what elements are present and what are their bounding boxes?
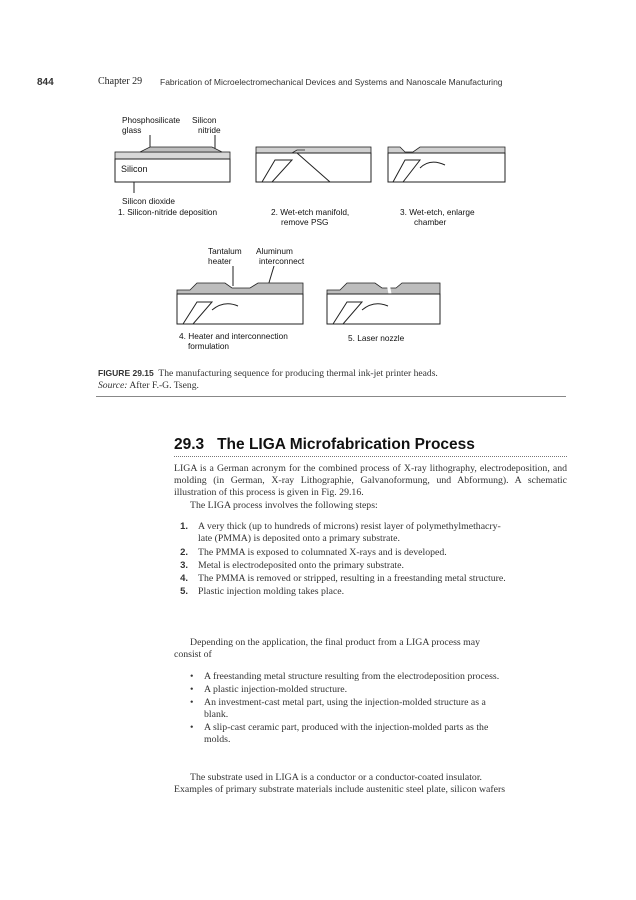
step-text-cont: late (PMMA) is deposited onto a primary substrate. xyxy=(198,533,400,544)
label-nitride-1: Silicon xyxy=(192,115,217,125)
running-title: Fabrication of Microelectromechanical Devices and Systems and Nanoscale Manufacturing xyxy=(160,77,503,87)
list-item xyxy=(176,586,571,599)
step-number: 5. xyxy=(180,586,188,597)
bullet-text: A freestanding metal structure resulting from the electrodeposition process. xyxy=(204,671,500,682)
section-heading xyxy=(174,436,475,454)
label-psg-1: Phosphosilicate xyxy=(122,115,181,125)
label-aluminum-2: interconnect xyxy=(259,256,305,266)
step-2-label-line2: remove PSG xyxy=(281,217,329,227)
figure-caption-text: The manufacturing sequence for producing thermal ink-jet printer heads. xyxy=(158,368,438,379)
figure-source-label: Source: xyxy=(98,380,128,391)
bullet-list xyxy=(190,671,570,747)
bullet-text: A slip-cast ceramic part, produced with the injection-molded parts as the xyxy=(204,722,489,733)
figure-caption xyxy=(98,367,438,380)
label-aluminum-1: Aluminum xyxy=(256,246,293,256)
list-item xyxy=(176,521,571,547)
label-tantalum-1: Tantalum xyxy=(208,246,242,256)
section-rule xyxy=(174,456,567,457)
steps-list xyxy=(176,521,571,599)
step-3-label-line1: 3. Wet-etch, enlarge xyxy=(400,207,475,217)
list-item xyxy=(176,547,571,560)
bullet-text-cont: molds. xyxy=(204,734,231,745)
bullet-dot: • xyxy=(190,684,194,695)
figure-caption-label: FIGURE 29.15 xyxy=(98,368,154,378)
closing-line2: Examples of primary substrate materials include austenitic steel plate, silicon wafers xyxy=(174,784,506,795)
label-silicon: Silicon xyxy=(121,164,148,174)
step-4-label-line2: formulation xyxy=(188,341,230,351)
figure-source xyxy=(98,380,199,392)
bullet-text: An investment-cast metal part, using the injection-molded structure as a xyxy=(204,697,486,708)
list-item xyxy=(190,697,570,722)
step-4-label-line1: 4. Heater and interconnection xyxy=(179,331,288,341)
figure-29-15 xyxy=(0,0,636,420)
bullet-text-cont: blank. xyxy=(204,709,229,720)
figure-rule xyxy=(96,396,566,397)
bullet-dot: • xyxy=(190,671,194,682)
list-item xyxy=(176,573,571,586)
step-2-label-line1: 2. Wet-etch manifold, xyxy=(271,207,350,217)
intro-paragraph: LIGA is a German acronym for the combined process of X-ray lithography, electrodeposition, and molding (in German, X-ray Lithographie, Galvanoformung, und Abformung). A schematic illustration of this process is given in Fig. 29.16. xyxy=(174,463,567,498)
step-text: The PMMA is exposed to columnated X-rays and is developed. xyxy=(198,547,447,558)
list-item xyxy=(176,560,571,573)
step-number: 2. xyxy=(180,547,188,558)
step-text: A very thick (up to hundreds of microns) resist layer of polymethylmethacry- xyxy=(198,521,501,532)
list-item xyxy=(190,722,570,747)
steps-intro: The LIGA process involves the following steps: xyxy=(190,500,378,511)
label-tantalum-2: heater xyxy=(208,256,232,266)
label-psg-2: glass xyxy=(122,125,142,135)
closing-line1: The substrate used in LIGA is a conductor or a conductor-coated insulator. xyxy=(190,772,482,783)
step-3-label-line2: chamber xyxy=(414,217,447,227)
figure-source-text: After F.-G. Tseng. xyxy=(129,380,199,391)
step-text: The PMMA is removed or stripped, resulting in a freestanding metal structure. xyxy=(198,573,506,584)
label-silicon-dioxide: Silicon dioxide xyxy=(122,196,176,206)
step-text: Plastic injection molding takes place. xyxy=(198,586,345,597)
bullet-text: A plastic injection-molded structure. xyxy=(204,684,348,695)
panel-5-diagram xyxy=(0,0,636,420)
step-number: 1. xyxy=(180,521,188,532)
label-nitride-2: nitride xyxy=(198,125,221,135)
section-title: The LIGA Microfabrication Process xyxy=(217,436,475,453)
list-item xyxy=(190,684,570,697)
step-1-label: 1. Silicon-nitride deposition xyxy=(118,207,218,217)
depending-line2: consist of xyxy=(174,649,212,660)
step-number: 4. xyxy=(180,573,188,584)
depending-line1: Depending on the application, the final product from a LIGA process may xyxy=(190,637,481,648)
chapter-label: Chapter 29 xyxy=(98,76,143,87)
section-number: 29.3 xyxy=(174,436,205,453)
page-number: 844 xyxy=(37,77,54,88)
step-number: 3. xyxy=(180,560,188,571)
bullet-dot: • xyxy=(190,722,194,733)
bullet-dot: • xyxy=(190,697,194,708)
list-item xyxy=(190,671,570,684)
step-text: Metal is electrodeposited onto the primary substrate. xyxy=(198,560,404,571)
step-5-label: 5. Laser nozzle xyxy=(348,333,405,343)
